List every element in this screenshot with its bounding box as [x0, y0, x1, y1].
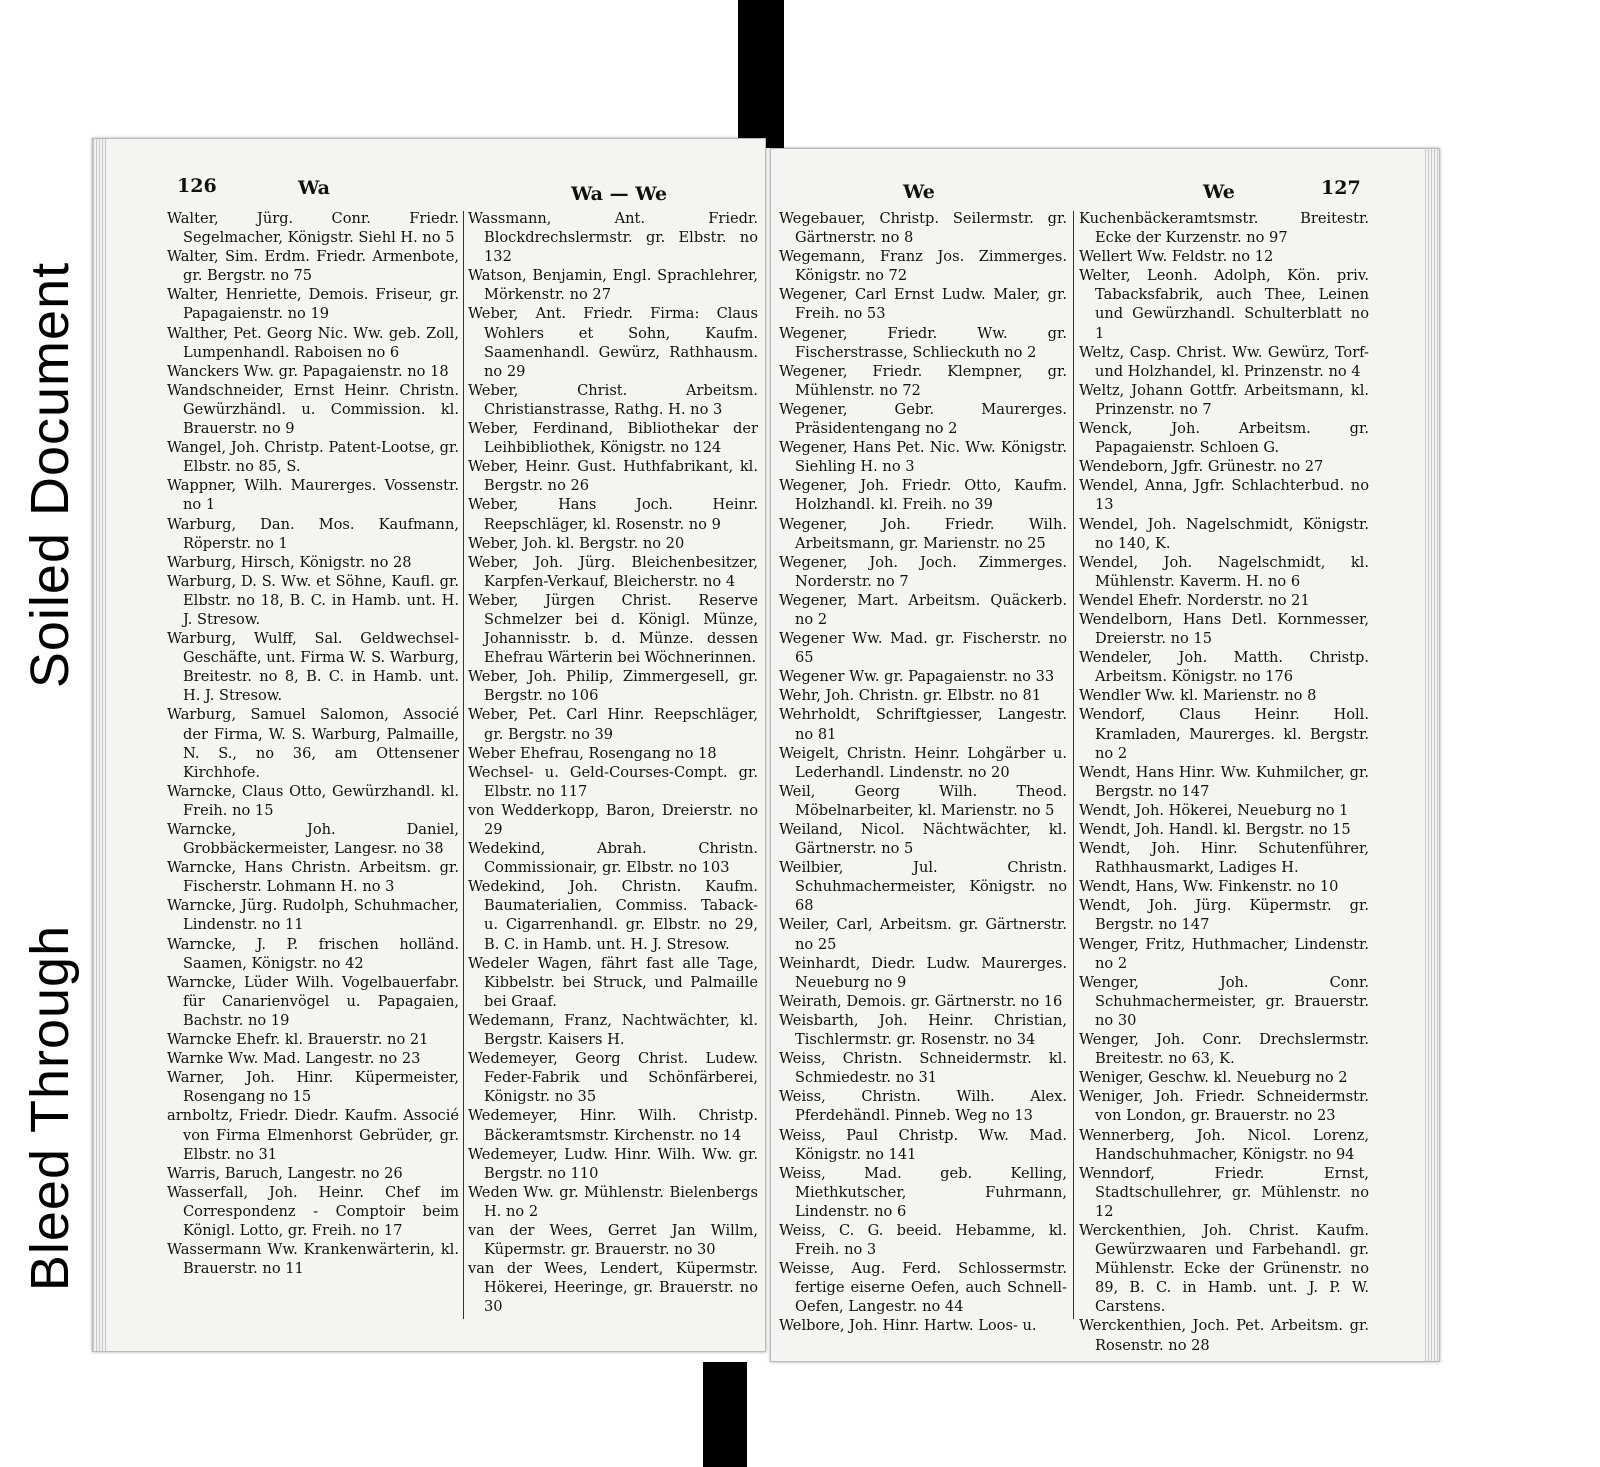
directory-entry: Wegemann, Franz Jos. Zimmerges. Königstr. no 72	[779, 248, 1067, 285]
directory-entry: Wegebauer, Christp. Seilermstr. gr. Gärtnerstr. no 8	[779, 210, 1067, 247]
directory-entry: Weber, Jürgen Christ. Reserve Schmelzer bei d. Königl. Münze, Johannisstr. b. d. Münze. dessen Ehefrau Wärterin bei Wöchnerinnen.	[468, 591, 758, 667]
right-page-column-rule	[1073, 211, 1074, 1319]
left-page-column-rule	[463, 211, 464, 1319]
directory-entry: Wegener Ww. Mad. gr. Fischerstr. no 65	[779, 630, 1067, 667]
page-number-left: 126	[177, 175, 217, 197]
directory-entry: Wendeborn, Jgfr. Grünestr. no 27	[1079, 458, 1324, 476]
directory-entry: Wassermann Ww. Krankenwärterin, kl. Brauerstr. no 11	[167, 1241, 459, 1278]
directory-entry: Wendler Ww. kl. Marienstr. no 8	[1079, 687, 1317, 705]
header-left-letters: Wa	[298, 177, 330, 199]
directory-entry: Wegener, Joh. Friedr. Wilh. Arbeitsmann, gr. Marienstr. no 25	[779, 515, 1067, 552]
right-page-edge	[1425, 149, 1439, 1361]
directory-entry: Weber, Hans Joch. Heinr. Reepschläger, kl. Rosenstr. no 9	[468, 496, 758, 533]
directory-entry: Wegener, Mart. Arbeitsm. Quäckerb. no 2	[779, 591, 1067, 628]
directory-entry: Wendeler, Joh. Matth. Christp. Arbeitsm. Königstr. no 176	[1079, 649, 1369, 686]
directory-entry: Wandschneider, Ernst Heinr. Christn. Gewürzhändl. u. Commission. kl. Brauerstr. no 9	[167, 381, 459, 438]
directory-entry: Weiss, C. G. beeid. Hebamme, kl. Freih. no 3	[779, 1221, 1067, 1259]
directory-entry: Wendel Ehefr. Norderstr. no 21	[1079, 591, 1310, 609]
directory-entry: Wellert Ww. Feldstr. no 12	[1079, 248, 1274, 266]
page-number-right: 127	[1321, 177, 1361, 199]
directory-entry: Wedeler Wagen, fährt fast alle Tage, Kibbelstr. bei Struck, und Palmaille bei Graaf.	[468, 954, 758, 1010]
directory-entry: Warburg, Hirsch, Königstr. no 28	[167, 553, 412, 571]
directory-entry: Wegener Ww. gr. Papagaienstr. no 33	[779, 668, 1055, 686]
directory-entry: Weber, Joh. Philip, Zimmergesell, gr. Bergstr. no 106	[468, 668, 758, 705]
directory-entry: Weiler, Carl, Arbeitsm. gr. Gärtnerstr. no 25	[779, 916, 1067, 953]
directory-entry: Warnke Ww. Mad. Langestr. no 23	[167, 1050, 421, 1068]
directory-entry: Weiss, Mad. geb. Kelling, Miethkutscher, Fuhrmann, Lindenstr. no 6	[779, 1164, 1067, 1220]
bleed-through-text: Bleed Through	[20, 924, 80, 1291]
directory-entry: Weber, Joh. kl. Bergstr. no 20	[468, 534, 685, 552]
directory-entry: Weltz, Johann Gottfr. Arbeitsmann, kl. Prinzenstr. no 7	[1079, 381, 1369, 418]
directory-entry: Weber, Christ. Arbeitsm. Christianstrasse, Rathg. H. no 3	[468, 381, 758, 418]
directory-entry: Wegener, Friedr. Ww. gr. Fischerstrasse, Schlieckuth no 2	[779, 324, 1067, 361]
directory-entry: Warncke, Claus Otto, Gewürzhandl. kl. Freih. no 15	[167, 782, 459, 819]
directory-entry: van der Wees, Gerret Jan Willm, Küpermstr. gr. Brauerstr. no 30	[468, 1221, 758, 1259]
directory-entry: Wedekind, Joh. Christn. Kaufm. Baumaterialien, Commiss. Taback- u. Cigarrenhandl. gr. Elbstr. no 29, B. C. in Hamb. unt. H. J. Stresow.	[468, 878, 758, 953]
directory-entry: Weniger, Joh. Friedr. Schneidermstr. von London, gr. Brauerstr. no 23	[1079, 1088, 1369, 1125]
directory-entry: Warncke, Hans Christn. Arbeitsm. gr. Fischerstr. Lohmann H. no 3	[167, 859, 459, 896]
directory-entry: van der Wees, Lendert, Küpermstr. Hökerei, Heeringe, gr. Brauerstr. no 30	[468, 1260, 758, 1316]
directory-entry: Wendt, Joh. Jürg. Küpermstr. gr. Bergstr. no 147	[1079, 897, 1369, 934]
directory-entry: Weden Ww. gr. Mühlenstr. Bielenbergs H. no 2	[468, 1183, 758, 1220]
directory-entry: Wendt, Joh. Hökerei, Neueburg no 1	[1079, 801, 1349, 819]
directory-entry: Wassmann, Ant. Friedr. Blockdrechslermstr. gr. Elbstr. no 132	[468, 210, 758, 266]
directory-entry: Wendt, Hans Hinr. Ww. Kuhmilcher, gr. Bergstr. no 147	[1079, 763, 1369, 800]
directory-entry: Warburg, Dan. Mos. Kaufmann, Röperstr. no 1	[167, 515, 459, 552]
directory-entry: Weilbier, Jul. Christn. Schuhmachermeister, Königstr. no 68	[779, 859, 1067, 915]
directory-entry: Weinhardt, Diedr. Ludw. Maurerges. Neueburg no 9	[779, 954, 1067, 991]
directory-entry: Wenck, Joh. Arbeitsm. gr. Papagaienstr. Schloen G.	[1079, 420, 1369, 457]
directory-entry: Wendt, Hans, Ww. Finkenstr. no 10	[1079, 878, 1339, 896]
directory-entry: Wegener, Hans Pet. Nic. Ww. Königstr. Siehling H. no 3	[779, 439, 1067, 476]
directory-entry: Wehrholdt, Schriftgiesser, Langestr. no 81	[779, 706, 1067, 743]
directory-entry: Walter, Sim. Erdm. Friedr. Armenbote, gr. Bergstr. no 75	[167, 248, 459, 285]
directory-entry: Warburg, D. S. Ww. et Söhne, Kaufl. gr. Elbstr. no 18, B. C. in Hamb. unt. H. J. Stresow.	[167, 572, 459, 628]
directory-entry: Warburg, Samuel Salomon, Associé der Firma, W. S. Warburg, Palmaille, N. S., no 36, am Ottensener Kirchhofe.	[167, 706, 459, 781]
directory-entry: Weil, Georg Wilh. Theod. Möbelnarbeiter, kl. Marienstr. no 5	[779, 782, 1067, 819]
directory-entry: Wedemeyer, Hinr. Wilh. Christp. Bäckeramtsmstr. Kirchenstr. no 14	[468, 1107, 758, 1144]
directory-entry: Wegener, Friedr. Klempner, gr. Mühlenstr. no 72	[779, 362, 1067, 399]
directory-entry: Werckenthien, Joch. Pet. Arbeitsm. gr. Rosenstr. no 28	[1079, 1317, 1369, 1354]
directory-entry: Wenger, Fritz, Huthmacher, Lindenstr. no 2	[1079, 935, 1369, 972]
directory-entry: Wegener, Joh. Friedr. Otto, Kaufm. Holzhandl. kl. Freih. no 39	[779, 477, 1067, 514]
directory-entry: Wenger, Joh. Conr. Schuhmachermeister, gr. Brauerstr. no 30	[1079, 973, 1369, 1029]
directory-entry: Wedemann, Franz, Nachtwächter, kl. Bergstr. Kaisers H.	[468, 1011, 758, 1049]
header-left-range: Wa — We	[571, 183, 668, 205]
left-page-column-1	[167, 209, 459, 1278]
directory-entry: Weber, Pet. Carl Hinr. Reepschläger, gr. Bergstr. no 39	[468, 706, 758, 743]
left-page-edge	[93, 139, 107, 1351]
directory-entry: Wedemeyer, Ludw. Hinr. Wilh. Ww. gr. Bergstr. no 110	[468, 1145, 758, 1182]
directory-entry: Weber Ehefrau, Rosengang no 18	[468, 744, 717, 762]
directory-entry: Weniger, Geschw. kl. Neueburg no 2	[1079, 1069, 1348, 1087]
top-binding-strip	[738, 0, 784, 148]
directory-entry: Warris, Baruch, Langestr. no 26	[167, 1164, 403, 1182]
directory-entry: Wendt, Joh. Hinr. Schutenführer, Rathhausmarkt, Ladiges H.	[1079, 840, 1369, 877]
directory-entry: Walther, Pet. Georg Nic. Ww. geb. Zoll, Lumpenhandl. Raboisen no 6	[167, 324, 459, 361]
directory-entry: Warburg, Wulff, Sal. Geldwechsel-Geschäfte, unt. Firma W. S. Warburg, Breitestr. no 8, B. C. in Hamb. unt. H. J. Stresow.	[167, 630, 459, 705]
directory-entry: Weigelt, Christn. Heinr. Lohgärber u. Lederhandl. Lindenstr. no 20	[779, 744, 1067, 781]
directory-entry: Welbore, Joh. Hinr. Hartw. Loos- u.	[779, 1317, 1037, 1335]
directory-entry: Weirath, Demois. gr. Gärtnerstr. no 16	[779, 992, 1063, 1010]
directory-entry: Wegener, Gebr. Maurerges. Präsidentengang no 2	[779, 400, 1067, 438]
directory-entry: Weiss, Christn. Wilh. Alex. Pferdehändl. Pinneb. Weg no 13	[779, 1088, 1067, 1125]
directory-entry: Wehr, Joh. Christn. gr. Elbstr. no 81	[779, 687, 1042, 705]
directory-entry: Wappner, Wilh. Maurerges. Vossenstr. no 1	[167, 477, 459, 514]
directory-entry: Weisse, Aug. Ferd. Schlossermstr. fertige eiserne Oefen, auch Schnell-Oefen, Langestr. no 44	[779, 1260, 1067, 1316]
directory-entry: Wangel, Joh. Christp. Patent-Lootse, gr. Elbstr. no 85, S.	[167, 439, 459, 476]
directory-entry: Wechsel- u. Geld-Courses-Compt. gr. Elbstr. no 117	[468, 763, 758, 800]
directory-entry: Warncke Ehefr. kl. Brauerstr. no 21	[167, 1031, 429, 1049]
right-page	[770, 148, 1440, 1362]
directory-entry: Wendel, Joh. Nagelschmidt, Königstr. no 140, K.	[1079, 515, 1369, 552]
bleed-through-label	[0, 870, 100, 1345]
directory-entry: Wendt, Joh. Handl. kl. Bergstr. no 15	[1079, 821, 1351, 838]
directory-entry: Wenndorf, Friedr. Ernst, Stadtschullehrer, gr. Mühlenstr. no 12	[1079, 1164, 1369, 1220]
directory-entry: Wedemeyer, Georg Christ. Ludew. Feder-Fabrik und Schönfärberei, Königstr. no 35	[468, 1050, 758, 1106]
directory-entry: Wendel, Joh. Nagelschmidt, kl. Mühlenstr. Kaverm. H. no 6	[1079, 553, 1369, 590]
left-page	[92, 138, 766, 1352]
soiled-document-text: Soiled Document	[20, 261, 81, 689]
directory-entry: Weiss, Christn. Schneidermstr. kl. Schmiedestr. no 31	[779, 1050, 1067, 1087]
directory-entry: arnboltz, Friedr. Diedr. Kaufm. Associé von Firma Elmenhorst Gebrüder, gr. Elbstr. no 31	[167, 1107, 459, 1163]
left-page-column-2	[468, 209, 758, 1316]
right-page-column-2	[1079, 209, 1369, 1355]
directory-entry: Warner, Joh. Hinr. Küpermeister, Rosengang no 15	[167, 1069, 459, 1106]
soiled-document-label	[0, 235, 100, 715]
directory-entry: Werckenthien, Joh. Christ. Kaufm. Gewürzwaaren und Farbehandl. gr. Mühlenstr. Ecke der Grünenstr. no 89, B. C. in Hamb. unt. J. P. W. Carstens.	[1079, 1221, 1369, 1316]
right-page-column-1	[779, 209, 1067, 1336]
directory-entry: Wennerberg, Joh. Nicol. Lorenz, Handschuhmacher, Königstr. no 94	[1079, 1126, 1369, 1163]
directory-entry: Weltz, Casp. Christ. Ww. Gewürz, Torf- und Holzhandel, kl. Prinzenstr. no 4	[1079, 343, 1369, 380]
header-right-center: We	[903, 181, 935, 203]
directory-entry: Wasserfall, Joh. Heinr. Chef im Correspondenz - Comptoir beim Königl. Lotto, gr. Freih. no 17	[167, 1183, 459, 1239]
directory-entry: Wanckers Ww. gr. Papagaienstr. no 18	[167, 362, 449, 380]
directory-entry: Warncke, Jürg. Rudolph, Schuhmacher, Lindenstr. no 11	[167, 897, 459, 934]
directory-entry: Wendorf, Claus Heinr. Holl. Kramladen, Maurerges. kl. Bergstr. no 2	[1079, 706, 1369, 762]
directory-entry: Welter, Leonh. Adolph, Kön. priv. Tabacksfabrik, auch Thee, Leinen und Gewürzhandl. Schulterblatt no 1	[1079, 267, 1369, 342]
directory-entry: Weisbarth, Joh. Heinr. Christian, Tischlermstr. gr. Rosenstr. no 34	[779, 1011, 1067, 1049]
directory-entry: von Wedderkopp, Baron, Dreierstr. no 29	[468, 801, 758, 838]
bottom-binding-strip	[703, 1362, 747, 1467]
directory-entry: Walter, Henriette, Demois. Friseur, gr. Papagaienstr. no 19	[167, 286, 459, 323]
directory-entry: Wegener, Carl Ernst Ludw. Maler, gr. Freih. no 53	[779, 286, 1067, 323]
directory-entry: Wendelborn, Hans Detl. Kornmesser, Dreierstr. no 15	[1079, 610, 1369, 648]
directory-entry: Wendel, Anna, Jgfr. Schlachterbud. no 13	[1079, 477, 1369, 514]
directory-entry: Walter, Jürg. Conr. Friedr. Segelmacher, Königstr. Siehl H. no 5	[167, 210, 459, 247]
directory-entry: Warncke, Lüder Wilh. Vogelbauerfabr. für Canarienvögel u. Papagaien, Bachstr. no 19	[167, 973, 459, 1029]
directory-entry: Weber, Ant. Friedr. Firma: Claus Wohlers et Sohn, Kaufm. Saamenhandl. Gewürz, Rathhausm. no 29	[468, 305, 758, 380]
directory-entry: Wenger, Joh. Conr. Drechslermstr. Breitestr. no 63, K.	[1079, 1031, 1369, 1068]
directory-entry: Weiland, Nicol. Nächtwächter, kl. Gärtnerstr. no 5	[779, 821, 1067, 858]
directory-entry: Wegener, Joh. Joch. Zimmerges. Norderstr. no 7	[779, 553, 1067, 590]
directory-entry: Warncke, Joh. Daniel, Grobbäckermeister, Langesr. no 38	[167, 821, 459, 858]
directory-entry: Weber, Joh. Jürg. Bleichenbesitzer, Karpfen-Verkauf, Bleicherstr. no 4	[468, 553, 758, 590]
directory-entry: Weiss, Paul Christp. Ww. Mad. Königstr. no 141	[779, 1126, 1067, 1163]
directory-entry: Weber, Ferdinand, Bibliothekar der Leihbibliothek, Königstr. no 124	[468, 420, 758, 457]
directory-entry: Kuchenbäckeramtsmstr. Breitestr. Ecke der Kurzenstr. no 97	[1079, 210, 1369, 247]
directory-entry: Wedekind, Abrah. Christn. Commissionair, gr. Elbstr. no 103	[468, 840, 758, 877]
directory-entry: Watson, Benjamin, Engl. Sprachlehrer, Mörkenstr. no 27	[468, 267, 758, 304]
directory-entry: Warncke, J. P. frischen holländ. Saamen, Königstr. no 42	[167, 935, 459, 972]
directory-entry: Weber, Heinr. Gust. Huthfabrikant, kl. Bergstr. no 26	[468, 458, 758, 495]
header-right-letters: We	[1203, 181, 1235, 203]
